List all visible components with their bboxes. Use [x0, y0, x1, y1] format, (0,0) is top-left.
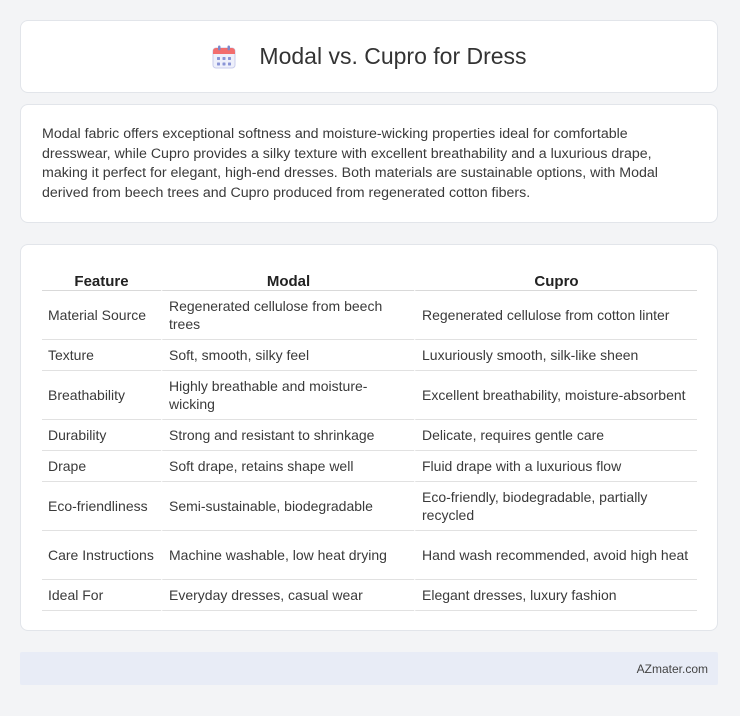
- page-title: Modal vs. Cupro for Dress: [259, 43, 527, 69]
- cupro-cell: Elegant dresses, luxury fashion: [414, 580, 697, 611]
- table-row: [42, 580, 697, 611]
- modal-cell: Regenerated cellulose from beech trees: [161, 291, 414, 340]
- modal-cell: Everyday dresses, casual wear: [161, 580, 414, 611]
- cupro-cell: Eco-friendly, biodegradable, partially recycled: [414, 482, 697, 531]
- feature-cell: Durability: [42, 420, 161, 451]
- modal-cell: Soft drape, retains shape well: [161, 451, 414, 482]
- modal-cell: Strong and resistant to shrinkage: [161, 420, 414, 451]
- feature-cell: Eco-friendliness: [42, 482, 161, 531]
- feature-cell: Ideal For: [42, 580, 161, 611]
- footer-brand: AZmater.com: [636, 661, 708, 676]
- header-cupro: Cupro: [414, 265, 697, 291]
- feature-cell: Drape: [42, 451, 161, 482]
- table-row: [42, 420, 697, 451]
- title-card: [20, 20, 718, 93]
- cupro-cell: Excellent breathability, moisture-absorbent: [414, 371, 697, 420]
- modal-cell: Highly breathable and moisture-wicking: [161, 371, 414, 420]
- comparison-table: [42, 265, 697, 611]
- cupro-cell: Regenerated cellulose from cotton linter: [414, 291, 697, 340]
- table-row: [42, 531, 697, 580]
- header-feature: Feature: [42, 265, 161, 291]
- table-row: [42, 291, 697, 340]
- modal-cell: Machine washable, low heat drying: [161, 531, 414, 580]
- modal-cell: Semi-sustainable, biodegradable: [161, 482, 414, 531]
- cupro-cell: Luxuriously smooth, silk-like sheen: [414, 340, 697, 371]
- comparison-table-card: [20, 244, 718, 631]
- table-row: [42, 482, 697, 531]
- feature-cell: Care Instructions: [42, 531, 161, 580]
- summary-card: [20, 104, 718, 223]
- table-row: [42, 451, 697, 482]
- cupro-cell: Delicate, requires gentle care: [414, 420, 697, 451]
- table-row: [42, 371, 697, 420]
- cupro-cell: Hand wash recommended, avoid high heat: [414, 531, 697, 580]
- feature-cell: Texture: [42, 340, 161, 371]
- modal-cell: Soft, smooth, silky feel: [161, 340, 414, 371]
- feature-cell: Material Source: [42, 291, 161, 340]
- table-row: [42, 340, 697, 371]
- cupro-cell: Fluid drape with a luxurious flow: [414, 451, 697, 482]
- footer: [20, 652, 718, 685]
- feature-cell: Breathability: [42, 371, 161, 420]
- calendar-icon: [211, 44, 237, 70]
- header-modal: Modal: [161, 265, 414, 291]
- table-header-row: [42, 265, 697, 291]
- summary-text: Modal fabric offers exceptional softness and moisture-wicking properties ideal for comfortable dresswear, while Cupro provides a silky texture with excellent breathability and a luxurious drape, making it perfect for elegant, high-end dresses. Both materials are sustainable options, with Modal derived from beech trees and Cupro produced from regenerated cotton fibers.: [42, 126, 658, 201]
